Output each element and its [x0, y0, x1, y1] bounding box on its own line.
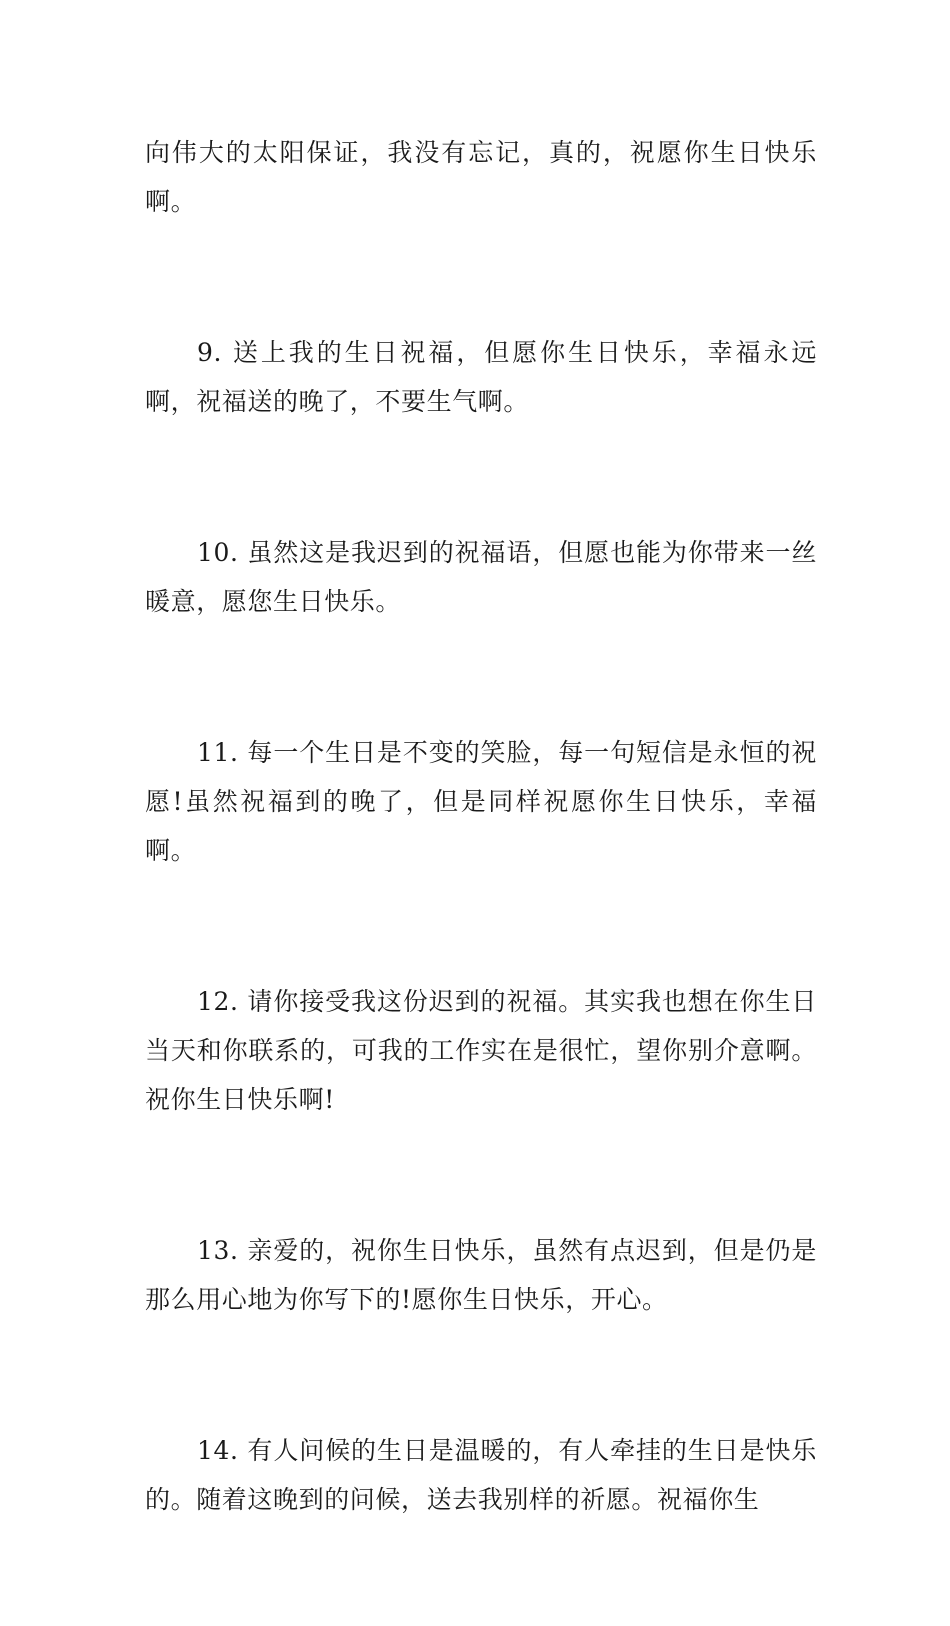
paragraph-item-11: 11. 每一个生日是不变的笑脸，每一句短信是永恒的祝愿!虽然祝福到的晚了，但是同样祝愿你生日快乐，幸福啊。	[145, 738, 817, 865]
document-body	[145, 128, 817, 1626]
paragraph-item-13: 13. 亲爱的，祝你生日快乐，虽然有点迟到，但是仍是那么用心地为你写下的!愿你生日快乐，开心。	[145, 1236, 817, 1314]
paragraph-item-12: 12. 请你接受我这份迟到的祝福。其实我也想在你生日当天和你联系的，可我的工作实在是很忙，望你别介意啊。祝你生日快乐啊!	[145, 987, 817, 1114]
paragraph-item-10: 10. 虽然这是我迟到的祝福语，但愿也能为你带来一丝暖意，愿您生日快乐。	[145, 538, 817, 616]
paragraph-continuation: 向伟大的太阳保证，我没有忘记，真的，祝愿你生日快乐啊。	[145, 138, 817, 216]
paragraph-item-14: 14. 有人问候的生日是温暖的，有人牵挂的生日是快乐的。随着这晚到的问候，送去我别样的祈愿。祝福你生	[145, 1436, 817, 1514]
paragraph-item-9: 9. 送上我的生日祝福，但愿你生日快乐，幸福永远啊，祝福送的晚了，不要生气啊。	[145, 338, 817, 416]
